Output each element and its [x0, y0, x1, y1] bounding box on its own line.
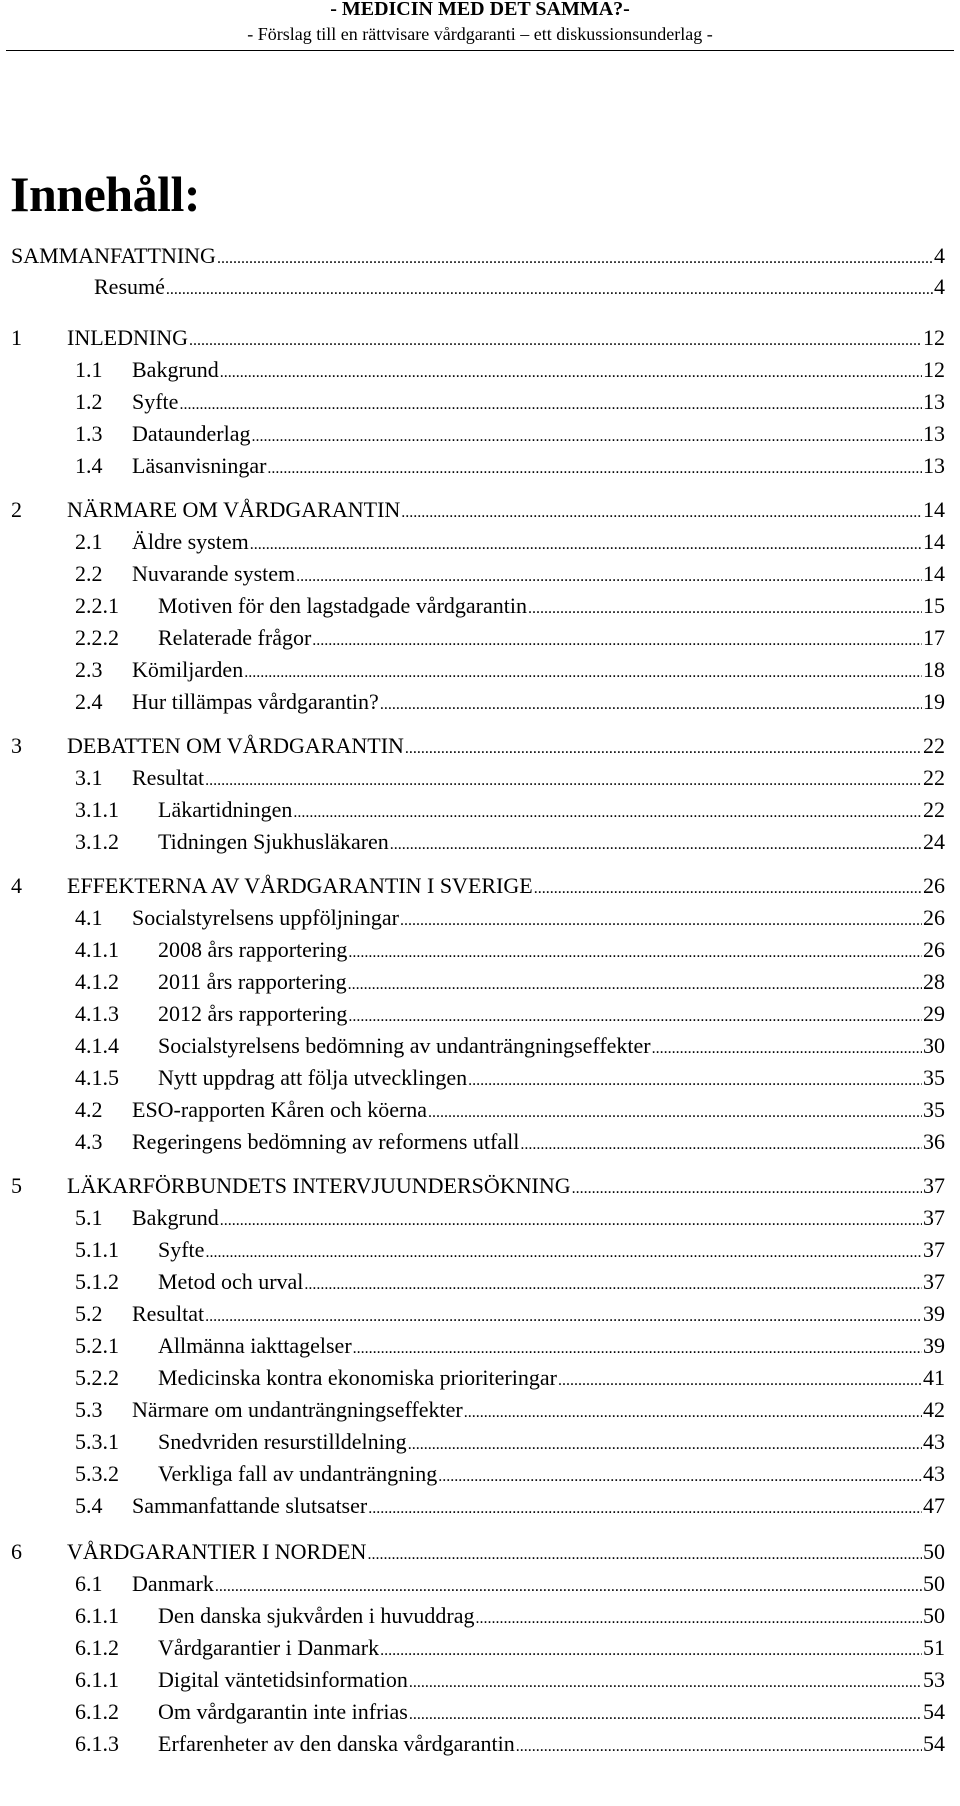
toc-entry-subsection[interactable] — [75, 1064, 945, 1092]
toc-entry-number: 6.1.1 — [75, 1667, 119, 1692]
toc-entry-page: 47 — [923, 1493, 945, 1518]
toc-heading: Innehåll: — [10, 166, 201, 222]
toc-dot-leader — [205, 1300, 922, 1331]
toc-dot-leader — [205, 764, 922, 795]
toc-entry-subsection[interactable] — [75, 1634, 945, 1662]
toc-entry-page: 30 — [923, 1033, 945, 1058]
toc-entry-subsection[interactable] — [75, 1000, 945, 1028]
toc-entry-title: INLEDNING — [67, 325, 188, 350]
toc-entry-title: Den danska sjukvården i huvuddrag — [158, 1603, 475, 1628]
toc-entry-section[interactable] — [75, 688, 945, 716]
toc-entry-page: 51 — [923, 1635, 945, 1660]
toc-entry-number: 6.1.2 — [75, 1635, 119, 1660]
toc-entry-page: 13 — [923, 453, 945, 478]
toc-dot-leader — [215, 1570, 922, 1601]
toc-dot-leader — [348, 968, 922, 999]
toc-dot-leader — [252, 420, 923, 451]
toc-entry-page: 26 — [923, 905, 945, 930]
toc-dot-leader — [516, 1730, 922, 1761]
toc-entry-subsection[interactable] — [75, 1364, 945, 1392]
toc-entry-number: 2 — [11, 497, 22, 522]
toc-entry-number: 4.3 — [75, 1129, 103, 1154]
toc-entry-subsection[interactable] — [75, 828, 945, 856]
toc-entry-title: Närmare om undanträngningseffekter — [132, 1397, 463, 1422]
toc-dot-leader — [438, 1460, 922, 1491]
toc-dot-leader — [464, 1396, 922, 1427]
toc-dot-leader — [652, 1032, 922, 1063]
toc-entry-section[interactable] — [75, 356, 945, 384]
toc-entry-title: 2012 års rapportering — [158, 1001, 348, 1026]
header-subtitle: - Förslag till en rättvisare vårdgaranti – ett diskussionsunderlag - — [247, 24, 713, 44]
toc-entry-title: Socialstyrelsens bedömning av undanträngningseffekter — [158, 1033, 651, 1058]
toc-entry-section[interactable] — [75, 528, 945, 556]
toc-entry-section[interactable] — [75, 1128, 945, 1156]
toc-entry-title: Metod och urval — [158, 1269, 304, 1294]
toc-entry-number: 1.3 — [75, 421, 103, 446]
toc-entry-title: Syfte — [132, 389, 179, 414]
toc-entry-page: 28 — [923, 969, 945, 994]
toc-entry-title: Bakgrund — [132, 357, 219, 382]
toc-entry-page: 22 — [923, 765, 945, 790]
toc-dot-leader — [428, 1096, 922, 1127]
toc-entry-title: Syfte — [158, 1237, 205, 1262]
toc-entry-number: 2.1 — [75, 529, 103, 554]
toc-entry-title: Läsanvisningar — [132, 453, 267, 478]
toc-entry-page: 37 — [923, 1237, 945, 1262]
toc-entry-number: 5.3.2 — [75, 1461, 119, 1486]
toc-entry-subsection[interactable] — [75, 1268, 945, 1296]
toc-entry-number: 5.2 — [75, 1301, 103, 1326]
toc-entry-page: 15 — [923, 593, 945, 618]
toc-entry-page: 13 — [923, 389, 945, 414]
toc-entry-page: 39 — [923, 1333, 945, 1358]
toc-entry-number: 3.1.2 — [75, 829, 119, 854]
toc-entry-page: 37 — [923, 1205, 945, 1230]
toc-dot-leader — [312, 624, 922, 655]
toc-entry-number: 6.1.3 — [75, 1731, 119, 1756]
toc-entry-page: 50 — [923, 1571, 945, 1596]
toc-entry-title: Snedvriden resurstilldelning — [158, 1429, 407, 1454]
toc-entry-subsection[interactable] — [75, 796, 945, 824]
toc-entry-number: 2.2.2 — [75, 625, 119, 650]
toc-entry-title: Dataunderlag — [132, 421, 251, 446]
toc-entry-section[interactable] — [75, 656, 945, 684]
toc-entry-page: 17 — [923, 625, 945, 650]
toc-entry-title: Regeringens bedömning av reformens utfall — [132, 1129, 520, 1154]
toc-entry-title: Resultat — [132, 1301, 205, 1326]
toc-entry-page: 37 — [923, 1173, 945, 1198]
toc-dot-leader — [534, 872, 922, 903]
toc-dot-leader — [409, 1698, 922, 1729]
toc-entry-title: Sammanfattande slutsatser — [132, 1493, 368, 1518]
toc-entry-number: 5.3.1 — [75, 1429, 119, 1454]
toc-entry-subsection[interactable] — [75, 968, 945, 996]
toc-entry-number: 3 — [11, 733, 22, 758]
toc-entry-title: EFFEKTERNA AV VÅRDGARANTIN I SVERIGE — [67, 873, 533, 898]
toc-entry-page: 43 — [923, 1429, 945, 1454]
toc-entry-title: Motiven för den lagstadgade vårdgarantin — [158, 593, 527, 618]
toc-entry-number: 6.1 — [75, 1571, 103, 1596]
toc-entry-subsection[interactable] — [75, 1602, 945, 1630]
toc-entry-number: 5 — [11, 1173, 22, 1198]
toc-entry-title: Kömiljarden — [132, 657, 244, 682]
toc-dot-leader — [528, 592, 922, 623]
toc-entry-title: Resumé — [94, 274, 165, 299]
toc-entry-sammanfattning[interactable] — [11, 242, 945, 270]
toc-entry-number: 4.2 — [75, 1097, 103, 1122]
toc-dot-leader — [250, 528, 922, 559]
toc-entry-number: 5.1.2 — [75, 1269, 119, 1294]
toc-entry-page: 43 — [923, 1461, 945, 1486]
toc-entry-subsection[interactable] — [75, 1460, 945, 1488]
toc-entry-page: 14 — [923, 529, 945, 554]
toc-dot-leader — [572, 1172, 922, 1203]
toc-entry-number: 6.1.2 — [75, 1699, 119, 1724]
toc-entry-section[interactable] — [75, 904, 945, 932]
toc-dot-leader — [390, 828, 922, 859]
toc-dot-leader — [205, 1236, 922, 1267]
toc-entry-chapter-1[interactable] — [11, 324, 945, 352]
toc-entry-subsection[interactable] — [75, 1032, 945, 1060]
toc-entry-page: 18 — [923, 657, 945, 682]
toc-entry-number: 4.1.1 — [75, 937, 119, 962]
toc-entry-section[interactable] — [75, 452, 945, 480]
toc-entry-chapter-6[interactable] — [11, 1538, 945, 1566]
toc-entry-number: 2.2 — [75, 561, 103, 586]
toc-entry-chapter-3[interactable] — [11, 732, 945, 760]
toc-entry-page: 4 — [934, 274, 945, 299]
toc-entry-number: 3.1 — [75, 765, 103, 790]
toc-entry-page: 22 — [923, 797, 945, 822]
toc-entry-page: 42 — [923, 1397, 945, 1422]
toc-entry-number: 1.2 — [75, 389, 103, 414]
toc-dot-leader — [409, 1666, 922, 1697]
toc-entry-section[interactable] — [75, 1396, 945, 1424]
toc-dot-leader — [304, 1268, 922, 1299]
toc-dot-leader — [520, 1128, 922, 1159]
toc-entry-chapter-5[interactable] — [11, 1172, 945, 1200]
toc-entry-page: 4 — [934, 243, 945, 268]
toc-entry-page: 50 — [923, 1539, 945, 1564]
toc-entry-page: 24 — [923, 829, 945, 854]
toc-entry-page: 35 — [923, 1097, 945, 1122]
toc-dot-leader — [405, 732, 922, 763]
toc-dot-leader — [166, 273, 933, 304]
toc-entry-number: 1 — [11, 325, 22, 350]
toc-entry-title: Digital väntetidsinformation — [158, 1667, 408, 1692]
toc-dot-leader — [408, 1428, 922, 1459]
toc-dot-leader — [401, 496, 922, 527]
toc-entry-subsection[interactable] — [75, 936, 945, 964]
toc-entry-title: LÄKARFÖRBUNDETS INTERVJUUNDERSÖKNING — [67, 1173, 571, 1198]
toc-entry-title: Allmänna iakttagelser — [158, 1333, 352, 1358]
toc-entry-page: 37 — [923, 1269, 945, 1294]
toc-entry-chapter-2[interactable] — [11, 496, 945, 524]
toc-dot-leader — [400, 904, 922, 935]
toc-entry-section[interactable] — [75, 388, 945, 416]
toc-dot-leader — [348, 1000, 922, 1031]
toc-entry-section[interactable] — [75, 764, 945, 792]
toc-entry-title: SAMMANFATTNING — [11, 243, 216, 268]
toc-entry-number: 5.3 — [75, 1397, 103, 1422]
toc-entry-page: 39 — [923, 1301, 945, 1326]
toc-entry-number: 4.1.4 — [75, 1033, 119, 1058]
toc-dot-leader — [380, 1634, 922, 1665]
toc-dot-leader — [189, 324, 922, 355]
toc-dot-leader — [380, 688, 922, 719]
toc-entry-page: 50 — [923, 1603, 945, 1628]
toc-entry-section[interactable] — [75, 1570, 945, 1598]
toc-entry-number: 3.1.1 — [75, 797, 119, 822]
toc-entry-number: 1.4 — [75, 453, 103, 478]
toc-entry-page: 35 — [923, 1065, 945, 1090]
toc-entry-number: 6.1.1 — [75, 1603, 119, 1628]
toc-entry-title: Socialstyrelsens uppföljningar — [132, 905, 400, 930]
toc-entry-chapter-4[interactable] — [11, 872, 945, 900]
toc-entry-section[interactable] — [75, 1204, 945, 1232]
toc-entry-section[interactable] — [75, 1300, 945, 1328]
toc-entry-title: Verkliga fall av undanträngning — [158, 1461, 438, 1486]
toc-entry-page: 29 — [923, 1001, 945, 1026]
toc-entry-title: VÅRDGARANTIER I NORDEN — [67, 1539, 367, 1564]
toc-entry-subsection[interactable] — [75, 1236, 945, 1264]
toc-entry-title: NÄRMARE OM VÅRDGARANTIN — [67, 497, 401, 522]
toc-dot-leader — [220, 356, 922, 387]
toc-entry-page: 12 — [923, 357, 945, 382]
toc-entry-title: Tidningen Sjukhusläkaren — [158, 829, 389, 854]
toc-entry-title: Nytt uppdrag att följa utvecklingen — [158, 1065, 468, 1090]
toc-entry-number: 1.1 — [75, 357, 103, 382]
toc-entry-title: Nuvarande system — [132, 561, 296, 586]
toc-entry-page: 53 — [923, 1667, 945, 1692]
toc-entry-number: 2.2.1 — [75, 593, 119, 618]
toc-entry-number: 2.3 — [75, 657, 103, 682]
toc-entry-title: Om vårdgarantin inte infrias — [158, 1699, 408, 1724]
toc-entry-number: 5.4 — [75, 1493, 103, 1518]
toc-entry-title: Hur tillämpas vårdgarantin? — [132, 689, 379, 714]
toc-dot-leader — [267, 452, 922, 483]
toc-entry-section[interactable] — [75, 1096, 945, 1124]
toc-entry-subsection[interactable] — [75, 1666, 945, 1694]
toc-dot-leader — [468, 1064, 922, 1095]
toc-dot-leader — [475, 1602, 922, 1633]
toc-entry-title: Danmark — [132, 1571, 214, 1596]
toc-entry-number: 5.2.2 — [75, 1365, 119, 1390]
toc-entry-subsection[interactable] — [75, 624, 945, 652]
toc-dot-leader — [293, 796, 922, 827]
toc-entry-title: ESO-rapporten Kåren och köerna — [132, 1097, 428, 1122]
toc-dot-leader — [368, 1492, 922, 1523]
toc-entry-subsection[interactable] — [75, 1428, 945, 1456]
toc-entry-number: 4.1.2 — [75, 969, 119, 994]
toc-entry-title: Medicinska kontra ekonomiska prioriteringar — [158, 1365, 557, 1390]
toc-entry-page: 54 — [923, 1699, 945, 1724]
toc-dot-leader — [296, 560, 922, 591]
toc-entry-section[interactable] — [75, 560, 945, 588]
toc-entry-section[interactable] — [75, 420, 945, 448]
toc-entry-number: 6 — [11, 1539, 22, 1564]
toc-entry-page: 54 — [923, 1731, 945, 1756]
toc-dot-leader — [217, 242, 933, 273]
toc-entry-title: Vårdgarantier i Danmark — [158, 1635, 380, 1660]
toc-entry-number: 5.1 — [75, 1205, 103, 1230]
toc-entry-title: Resultat — [132, 765, 205, 790]
toc-entry-title: Bakgrund — [132, 1205, 219, 1230]
toc-entry-number: 2.4 — [75, 689, 103, 714]
toc-entry-number: 4.1.3 — [75, 1001, 119, 1026]
toc-entry-page: 12 — [923, 325, 945, 350]
toc-entry-title: Äldre system — [132, 529, 249, 554]
toc-entry-page: 41 — [923, 1365, 945, 1390]
toc-entry-section[interactable] — [75, 1492, 945, 1520]
toc-dot-leader — [353, 1332, 922, 1363]
toc-entry-page: 36 — [923, 1129, 945, 1154]
toc-entry-page: 13 — [923, 421, 945, 446]
toc-dot-leader — [220, 1204, 922, 1235]
toc-entry-subsection[interactable] — [75, 1730, 945, 1758]
toc-dot-leader — [558, 1364, 922, 1395]
toc-entry-title: Relaterade frågor — [158, 625, 312, 650]
toc-entry-number: 4 — [11, 873, 22, 898]
toc-entry-number: 5.2.1 — [75, 1333, 119, 1358]
toc-entry-subsection[interactable] — [75, 1698, 945, 1726]
toc-entry-subsection[interactable] — [75, 592, 945, 620]
toc-entry-page: 26 — [923, 873, 945, 898]
toc-entry-page: 22 — [923, 733, 945, 758]
toc-entry-number: 4.1.5 — [75, 1065, 119, 1090]
toc-entry-number: 4.1 — [75, 905, 103, 930]
toc-dot-leader — [244, 656, 922, 687]
toc-entry-subsection[interactable] — [75, 1332, 945, 1360]
toc-entry-title: DEBATTEN OM VÅRDGARANTIN — [67, 733, 404, 758]
toc-entry-title: Erfarenheter av den danska vårdgarantin — [158, 1731, 515, 1756]
toc-entry-page: 26 — [923, 937, 945, 962]
toc-entry-number: 5.1.1 — [75, 1237, 119, 1262]
toc-dot-leader — [348, 936, 922, 967]
toc-entry-resume[interactable] — [94, 273, 945, 301]
toc-entry-page: 19 — [923, 689, 945, 714]
toc-entry-title: 2011 års rapportering — [158, 969, 347, 994]
header-title: - MEDICIN MED DET SAMMA?- — [330, 0, 630, 20]
toc-dot-leader — [367, 1538, 922, 1569]
toc-entry-page: 14 — [923, 497, 945, 522]
toc-entry-title: 2008 års rapportering — [158, 937, 348, 962]
toc-entry-title: Läkartidningen — [158, 797, 293, 822]
toc-entry-page: 14 — [923, 561, 945, 586]
toc-dot-leader — [179, 388, 922, 419]
